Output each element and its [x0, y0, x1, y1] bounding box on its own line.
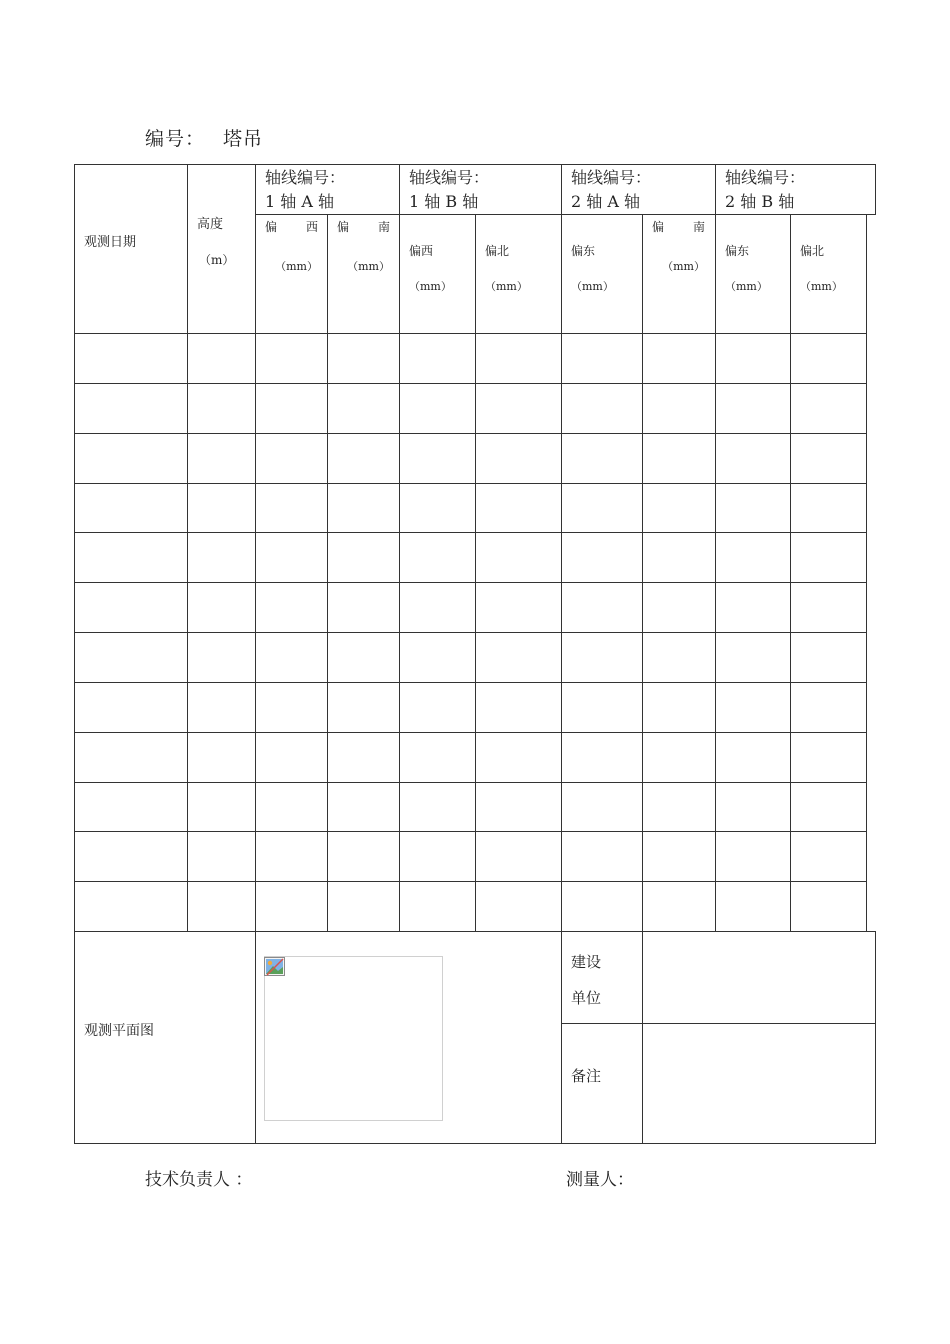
table-left-border [74, 164, 75, 1144]
dir-header-2a-south [652, 220, 705, 278]
dir-label: 偏北 [485, 244, 510, 258]
dir-label: 偏南 [652, 220, 705, 234]
table-row-divider [74, 831, 866, 832]
axis-title-label: 轴线编号： [265, 168, 346, 187]
plan-image-placeholder [264, 956, 443, 1121]
dir-header-1b-north [485, 244, 528, 294]
axis-name: 2 轴 A 轴 [571, 192, 640, 211]
table-row-divider [74, 881, 866, 882]
table-row-divider [74, 433, 866, 434]
dir-label: 偏北 [800, 244, 825, 258]
axis-name: 1 轴 A 轴 [265, 192, 334, 211]
header-bottom-border [74, 333, 866, 334]
dir-header-2b-north [800, 244, 843, 294]
label-line: 建设 [571, 953, 602, 971]
axis-group-1-title [265, 166, 345, 214]
axis-group-3-title [571, 166, 651, 214]
surveyor-label: 测量人： [566, 1170, 634, 1190]
col-line [866, 214, 867, 931]
table-right-border-top [875, 164, 876, 215]
dir-header-1b-west [409, 244, 452, 294]
broken-image-icon [264, 957, 285, 976]
dir-header-2a-east [571, 244, 614, 294]
dir-label: 偏西 [409, 244, 434, 258]
dir-label: 偏南 [337, 220, 390, 234]
dir-unit: （mm） [485, 280, 528, 293]
col-line [790, 214, 791, 931]
dir-unit: （mm） [662, 260, 705, 273]
axis-name: 2 轴 B 轴 [725, 192, 795, 211]
axis-title-label: 轴线编号： [725, 168, 806, 187]
col-line [255, 164, 256, 1144]
dir-unit: （mm） [275, 260, 318, 273]
axis-title-label: 轴线编号： [409, 168, 490, 187]
height-header: 高度 [197, 217, 224, 232]
form-title [145, 124, 263, 151]
table-right-border-bottom [875, 931, 876, 1144]
table-row-divider [74, 732, 866, 733]
col-line [399, 164, 400, 931]
tech-lead-label: 技术负责人 ： [145, 1170, 253, 1190]
dir-header-1a-south [337, 220, 390, 278]
col-line [475, 214, 476, 931]
label-line: 单位 [571, 989, 602, 1007]
table-top-border [74, 164, 876, 165]
form-number-label: 编号： [145, 128, 206, 150]
table-row-divider [74, 582, 866, 583]
table-row-divider [74, 532, 866, 533]
table-bottom-border [74, 1143, 876, 1144]
col-line [642, 214, 643, 1144]
col-line [715, 164, 716, 931]
dir-header-2b-east [725, 244, 768, 294]
subheader-divider [255, 214, 876, 215]
dir-unit: （mm） [347, 260, 390, 273]
dir-unit: （mm） [800, 280, 843, 293]
axis-title-label: 轴线编号： [571, 168, 652, 187]
table-row-divider [74, 782, 866, 783]
axis-group-4-title [725, 166, 805, 214]
col-line [187, 164, 188, 931]
dir-unit: （mm） [725, 280, 768, 293]
bottom-section-top [74, 931, 876, 932]
dir-unit: （mm） [409, 280, 452, 293]
dir-label: 偏西 [265, 220, 318, 234]
dir-header-1a-west [265, 220, 318, 278]
dir-label: 偏东 [725, 244, 750, 258]
dir-label: 偏东 [571, 244, 596, 258]
construction-unit-label [571, 944, 601, 1016]
axis-name: 1 轴 B 轴 [409, 192, 479, 211]
remark-label: 备注 [571, 1067, 602, 1085]
form-number-value: 塔吊 [223, 128, 264, 150]
dir-unit: （mm） [571, 280, 614, 293]
date-header: 观测日期 [84, 235, 137, 250]
plan-label: 观测平面图 [84, 1023, 154, 1039]
col-line [561, 164, 562, 1144]
axis-group-2-title [409, 166, 489, 214]
unit-remark-divider [561, 1023, 876, 1024]
col-line [327, 214, 328, 931]
height-unit: （m） [199, 253, 235, 267]
table-row-divider [74, 682, 866, 683]
table-row-divider [74, 383, 866, 384]
table-row-divider [74, 632, 866, 633]
table-row-divider [74, 483, 866, 484]
